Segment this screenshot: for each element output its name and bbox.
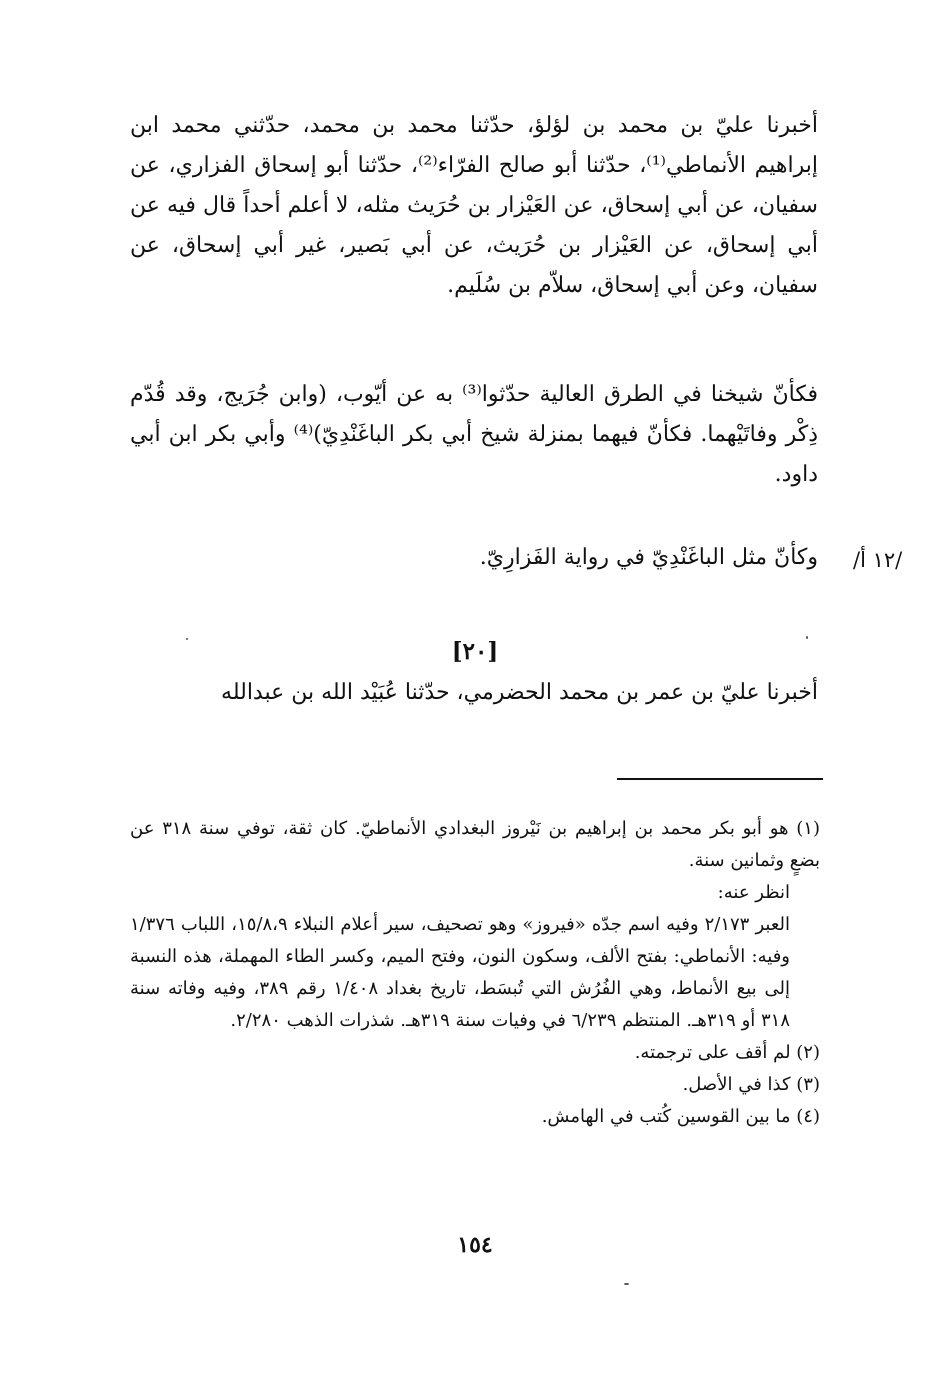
paragraph-comparison: وكأنّ مثل الباغَنْدِيّ في رواية الفَزارِيّ. <box>479 545 818 570</box>
footnote-1-sources: العبر ٢/١٧٣ وفيه اسم جدّه «فيروز» وهو تصحيف، سير أعلام النبلاء ١٥/٨،٩، اللباب ١/٣٧٦ وفيه: الأنماطي: بفتح الألف، وسكون النون، وفتح الميم، وكسر الطاء المهملة، هذه النسبة إلى بيع الأنماط، وهي الفُرُش التي تُبسَط، تاريخ بغداد ١/٤٠٨ رقم ٣٨٩، وفيه وفاته سنة ٣١٨ أو ٣١٩هـ. المنتظم ٦/٢٣٩ في وفيات سنة ٣١٩هـ. شذرات الذهب ٢/٢٨٠. <box>130 914 790 1031</box>
footnote-4: (٤) ما بين القوسين كُتب في الهامش. <box>541 1106 820 1127</box>
footnote-2: (٢) لم أقف على ترجمته. <box>634 1042 820 1063</box>
section-number: [٢٠] <box>451 638 499 665</box>
paragraph-section-20: أخبرنا عليّ بن عمر بن محمد الحضرمي، حدّثنا عُبَيْد الله بن عبدالله <box>221 680 818 705</box>
footnotes <box>130 813 820 1133</box>
scan-speck <box>806 636 808 639</box>
footnote-1-see: انظر عنه: <box>717 882 790 903</box>
paragraph-hadith-chain: أخبرنا عليّ بن محمد بن لؤلؤ، حدّثنا محمد بن محمد، حدّثني محمد ابن إبراهيم الأنماطي⁽¹⁾، حدّثنا أبو صالح الفرّاء⁽²⁾، حدّثنا أبو إسحاق الفزاري، عن سفيان، عن أبي إسحاق، عن العَيْزار بن حُرَيث مثله، لا أعلم أحداً قال فيه عن أبي إسحاق، عن العَيْزار بن حُرَيث، عن أبي بَصير، غير أبي إسحاق، عن سفيان، وعن أبي إسحاق، سلاّم بن سُلَيم. <box>130 113 818 298</box>
footnote-1: (١) هو أبو بكر محمد بن إبراهيم بن نَيْروز البغدادي الأنماطيّ. كان ثقة، توفي سنة ٣١٨ عن بضعٍ وثمانين سنة. <box>130 818 820 871</box>
page-number: ١٥٤ <box>457 1232 493 1258</box>
scan-speck <box>186 638 188 640</box>
manuscript-folio-marker: /١٢ أ/ <box>853 548 903 572</box>
footnote-divider <box>617 778 823 780</box>
footnote-3: (٣) كذا في الأصل. <box>682 1074 820 1095</box>
scan-speck <box>624 1283 629 1285</box>
paragraph-commentary: فكأنّ شيخنا في الطرق العالية حدّثوا⁽³⁾ به عن أيّوب، (وابن جُرَيج، وقد قُدّم ذِكْر وفاتَيْهما. فكأنّ فيهما بمنزلة شيخ أبي بكر الباغَنْدِيّ)⁽⁴⁾ وأبي بكر ابن أبي داود. <box>130 382 819 487</box>
